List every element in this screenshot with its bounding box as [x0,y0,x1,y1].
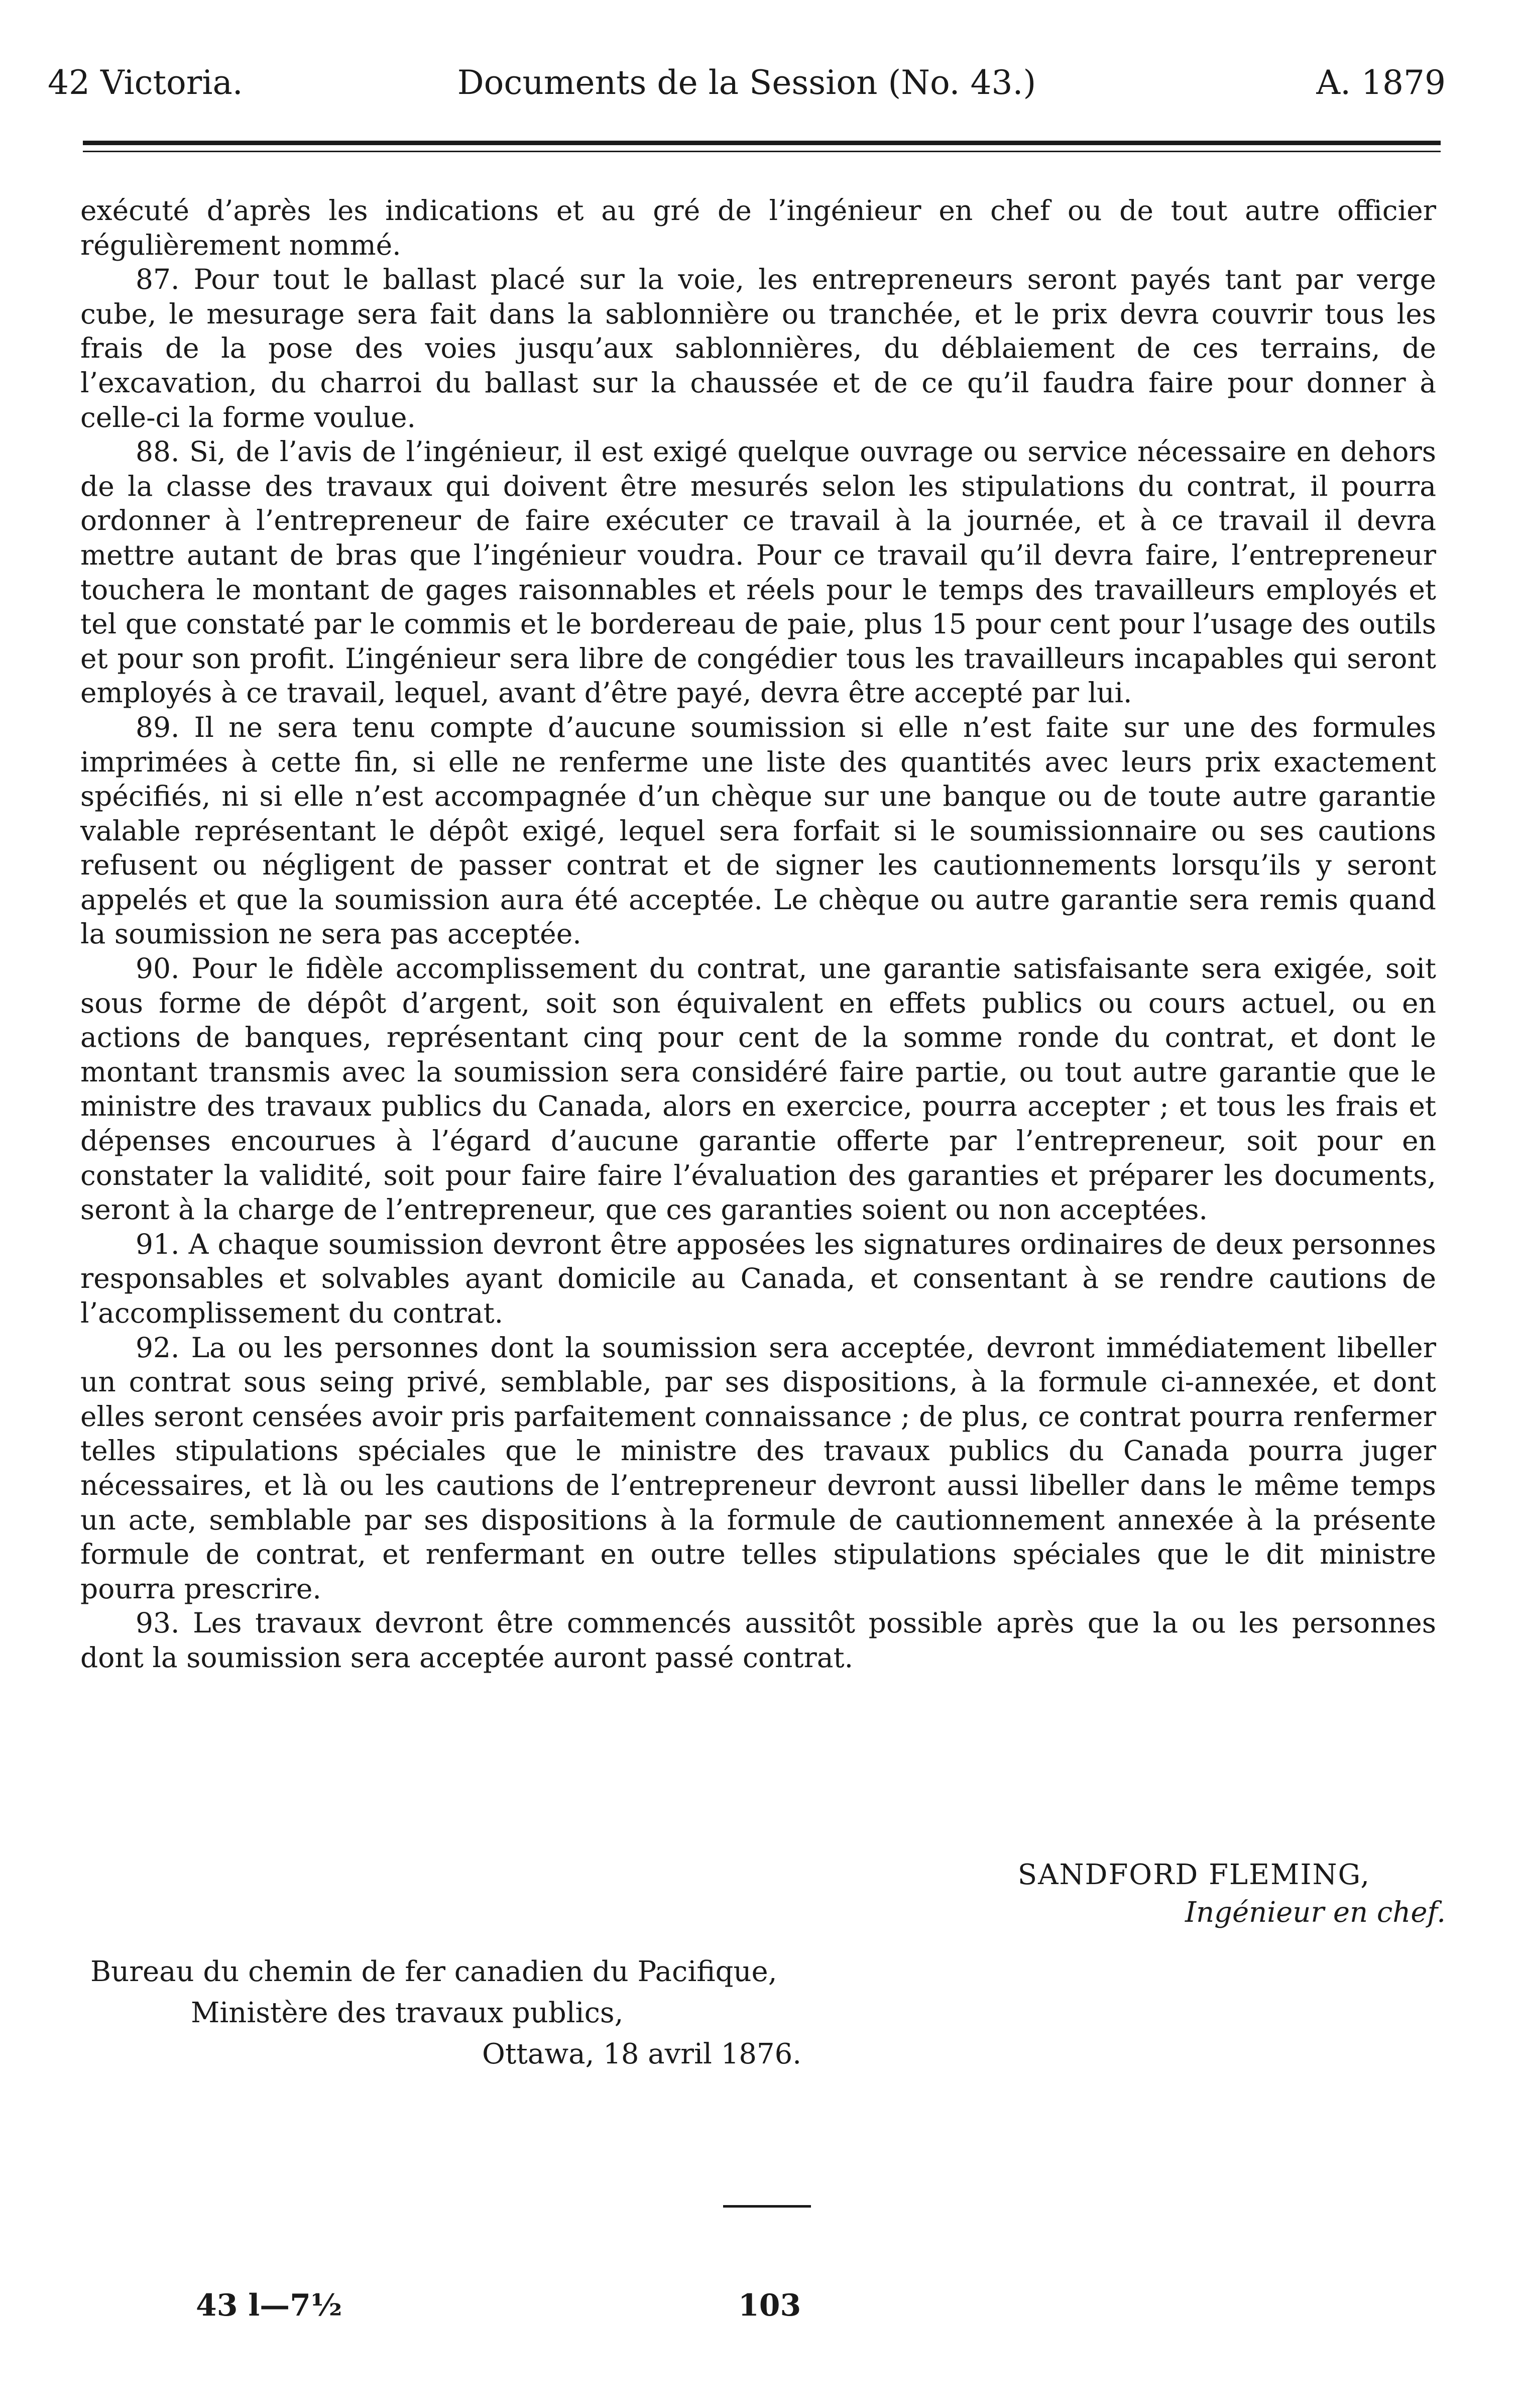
origin-block [90,1951,801,2075]
header-right: A. 1879 [1316,63,1446,102]
signature-title: Ingénieur en chef. [1185,1896,1446,1929]
header-left: 42 Victoria. [48,63,243,102]
paragraph: 91. A chaque soumission devront être apposées les signatures ordinaires de deux personnes responsables et solvables ayant domicile au Canada, et consentant à se rendre cautions de l’accomplissement du contrat. [80,1228,1436,1329]
signature-name: SANDFORD FLEMING, [1017,1858,1370,1891]
running-head [48,55,1446,111]
printer-signature-mark: 43 l—7½ [196,2288,342,2323]
closing-rule [723,2205,811,2208]
origin-line: Bureau du chemin de fer canadien du Pacifique, [90,1955,777,1988]
header-rule-thick [83,141,1441,145]
origin-line: Ottawa, 18 avril 1876. [482,2038,802,2070]
header-title: Documents de la Session (No. 43.) [457,63,1036,102]
paragraph: 87. Pour tout le ballast placé sur la voie, les entrepreneurs seront payés tant par verge cube, le mesurage sera fait dans la sablonnière ou tranchée, et le prix devra couvrir tous les frais de la pose des voies jusqu’aux sablonnières, du déblaiement de ces terrains, de l’excavation, du charroi du ballast sur la chaussée et de ce qu’il faudra faire pour donner à celle-ci la forme voulue. [80,263,1436,433]
origin-line: Ministère des travaux publics, [191,1997,624,2029]
paragraph: exécuté d’après les indications et au gré de l’ingénieur en chef ou de tout autre officier régulièrement nommé. [80,194,1436,261]
header-rule-thin [83,151,1441,152]
paragraph: 88. Si, de l’avis de l’ingénieur, il est exigé quelque ouvrage ou service nécessaire en dehors de la classe des travaux qui doivent être mesurés selon les stipulations du contrat, il pourra ordonner à l’entrepreneur de faire exécuter ce travail à la journée, et à ce travail il devra mettre autant de bras que l’ingénieur voudra. Pour ce travail qu’il devra faire, l’entrepreneur touchera le montant de gages raisonnables et réels pour le temps des travailleurs employés et tel que constaté par le commis et le bordereau de paie, plus 15 pour cent pour l’usage des outils et pour son profit. L’ingénieur sera libre de congédier tous les travailleurs incapables qui seront employés à ce travail, lequel, avant d’être payé, devra être accepté par lui. [80,435,1436,709]
page-number: 103 [738,2288,801,2323]
paragraph: 90. Pour le fidèle accomplissement du contrat, une garantie satisfaisante sera exigée, soit sous forme de dépôt d’argent, soit son équivalent en effets publics ou cours actuel, ou en actions de banques, représentant cinq pour cent de la somme ronde du contrat, et dont le montant transmis avec la soumission sera considéré faire partie, ou tout autre garantie que le ministre des travaux publics du Canada, alors en exercice, pourra accepter ; et tous les frais et dépenses encourues à l’égard d’aucune garantie offerte par l’entrepreneur, soit pour en constater la validité, soit pour faire faire l’évaluation des garanties et préparer les documents, seront à la charge de l’entrepreneur, que ces garanties soient ou non acceptées. [80,952,1436,1226]
paragraph: 92. La ou les personnes dont la soumission sera acceptée, devront immédiatement libeller un contrat sous seing privé, semblable, par ses dispositions, à la formule ci-annexée, et dont elles seront censées avoir pris parfaitement connaissance ; de plus, ce contrat pourra renfermer telles stipulations spéciales que le ministre des travaux publics du Canada pourra juger nécessaires, et là ou les cautions de l’entrepreneur devront aussi libeller dans le même temps un acte, semblable par ses dispositions à la formule de cautionnement annexée à la présente formule de contrat, et renfermant en outre telles stipulations spéciales que le dit ministre pourra prescrire. [80,1331,1436,1605]
paragraph: 93. Les travaux devront être commencés aussitôt possible après que la ou les personnes dont la soumission sera acceptée auront passé contrat. [80,1607,1436,1674]
paragraph: 89. Il ne sera tenu compte d’aucune soumission si elle n’est faite sur une des formules imprimées à cette fin, si elle ne renferme une liste des quantités avec leurs prix exactement spécifiés, ni si elle n’est accompagnée d’un chèque sur une banque ou de toute autre garantie valable représentant le dépôt exigé, lequel sera forfait si le soumissionnaire ou ses cautions refusent ou négligent de passer contrat et de signer les cautionnements lorsqu’ils y seront appelés et que la soumission aura été acceptée. Le chèque ou autre garantie sera remis quand la soumission ne sera pas acceptée. [80,711,1436,950]
body-text [80,193,1436,1675]
